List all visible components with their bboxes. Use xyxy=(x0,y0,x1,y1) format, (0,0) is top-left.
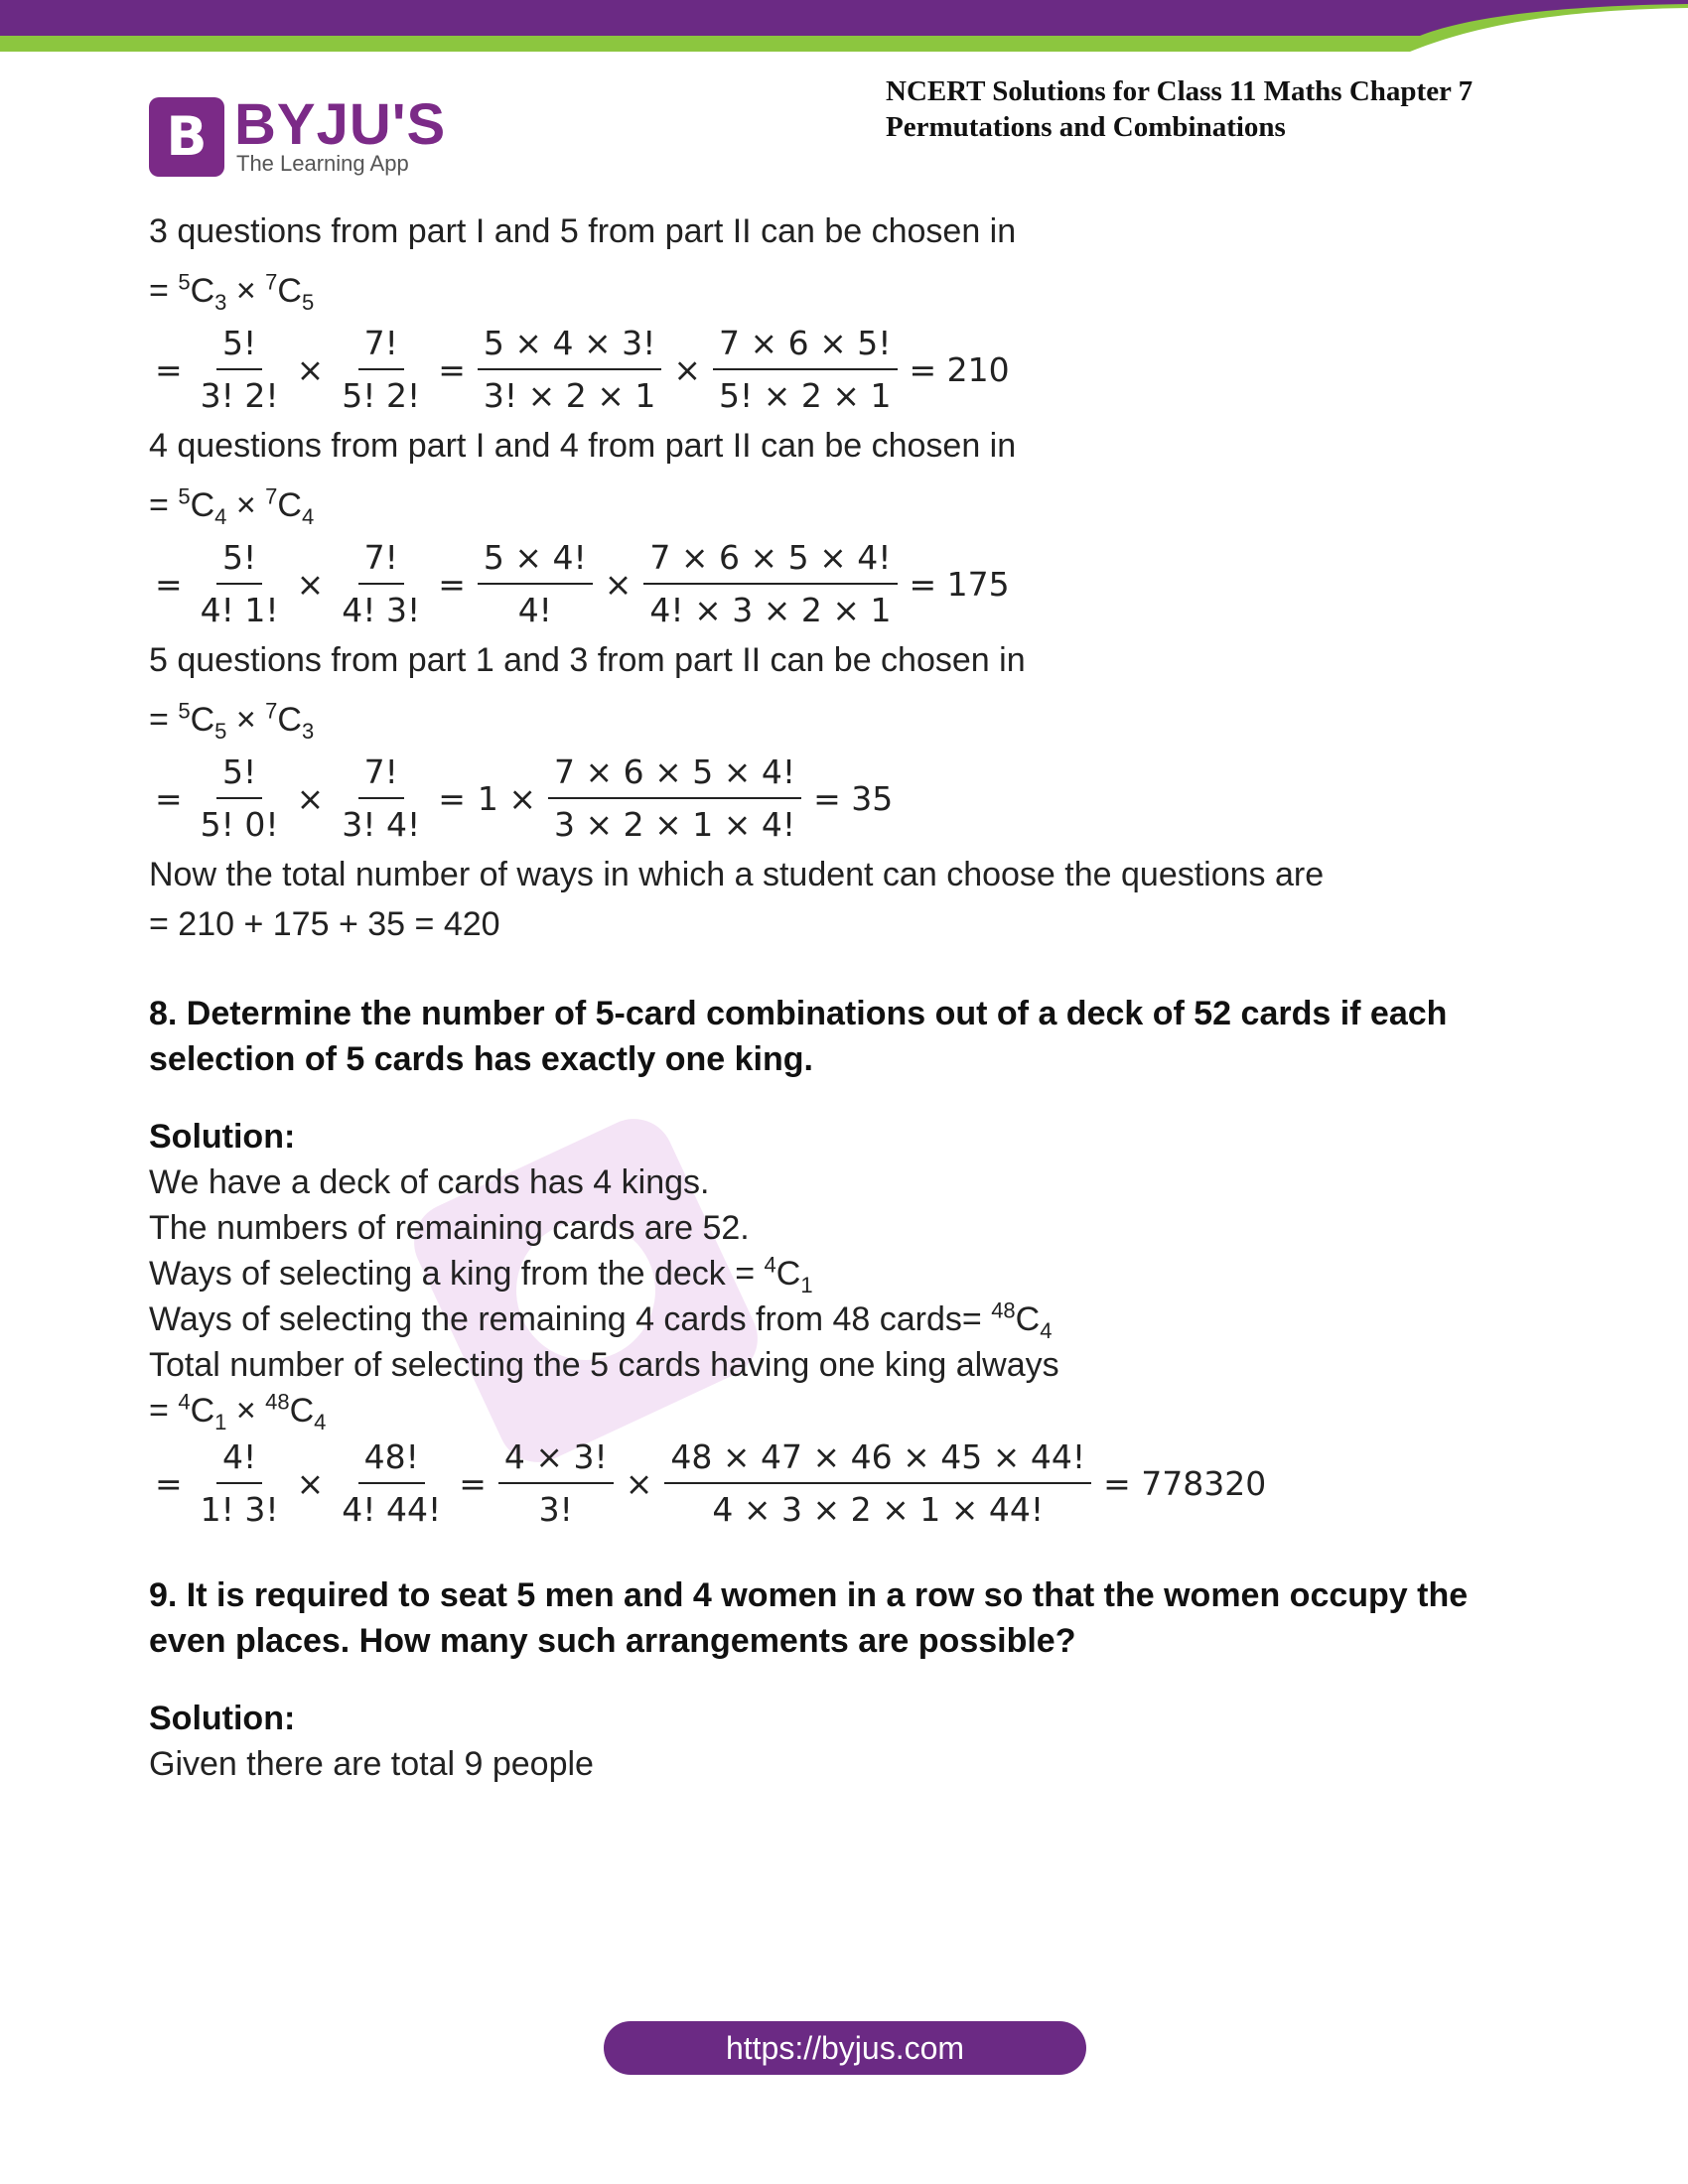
block1-calculation: = $\frac{5!}{3! 2!}$ × $\frac{7!}{5! 2!}$ = $\frac{5 \times 4 \times 3!}{3! \times 2 \times 1}$ × $\frac{7 \times 6 \times 5!}{5! \times 2 \times 1}$ = 210 xyxy=(155,324,1010,415)
total-line1: Now the total number of ways in which a student can choose the questions are xyxy=(149,856,1325,893)
question-8-line2: selection of 5 cards has exactly one king. xyxy=(149,1040,813,1078)
q8-calculation: = $\frac{4!}{1! 3!}$ × $\frac{48!}{4! 44!}$ = $\frac{4 \times 3!}{3!}$ × $\frac{48 \times 47 \times 46 \times 45 \times 44!}{4 \times 3 \times 2 \times 1 \times 44!}$ = 778320 xyxy=(155,1437,1267,1529)
footer-url-link[interactable]: https://byjus.com xyxy=(604,2021,1086,2075)
q8-line5: Total number of selecting the 5 cards having one king always xyxy=(149,1346,1059,1384)
block1-intro: 3 questions from part I and 5 from part II can be chosen in xyxy=(149,212,1017,250)
header-top-bar xyxy=(0,0,1688,60)
q9-solution-label: Solution: xyxy=(149,1700,296,1737)
header-title-line1: NCERT Solutions for Class 11 Maths Chapter 7 xyxy=(886,75,1474,107)
q8-line2: The numbers of remaining cards are 52. xyxy=(149,1209,750,1247)
content-body xyxy=(149,208,1559,1787)
block2-intro: 4 questions from part I and 4 from part II can be chosen in xyxy=(149,427,1017,465)
block2-calculation: = $\frac{5!}{4! 1!}$ × $\frac{7!}{4! 3!}$ = $\frac{5 \times 4!}{4!}$ × $\frac{7 \times 6 \times 5 \times 4!}{4! \times 3 \times 2 \times 1}$ = 175 xyxy=(155,538,1010,629)
page-header-title xyxy=(886,73,1473,145)
question-8-line1: 8. Determine the number of 5-card combinations out of a deck of 52 cards if each xyxy=(149,995,1448,1032)
block3-intro: 5 questions from part 1 and 3 from part II can be chosen in xyxy=(149,641,1026,679)
block3-expression: = $^5C_5 \times ^7C_3$ xyxy=(149,698,315,744)
q8-line1: We have a deck of cards has 4 kings. xyxy=(149,1163,710,1201)
q8-line4: Ways of selecting the remaining 4 cards from 48 cards= $^{48}C_4$ xyxy=(149,1297,1053,1343)
question-9-line1: 9. It is required to seat 5 men and 4 women in a row so that the women occupy the xyxy=(149,1576,1469,1614)
q8-expression: = $^4C_1 \times ^{48}C_4$ xyxy=(149,1389,327,1434)
block3-calculation: = $\frac{5!}{5! 0!}$ × $\frac{7!}{3! 4!}$ = 1 × $\frac{7 \times 6 \times 5 \times 4!}{3 \times 2 \times 1 \times 4!}$ = 35 xyxy=(155,752,894,844)
q9-line1: Given there are total 9 people xyxy=(149,1745,594,1783)
logo-name: BYJU'S xyxy=(234,92,447,157)
total-line2: = 210 + 175 + 35 = 420 xyxy=(149,905,500,943)
byjus-logo xyxy=(149,92,447,181)
block1-expression: = $^5C_3 \times ^7C_5$ xyxy=(149,269,315,315)
block2-expression: = $^5C_4 \times ^7C_4$ xyxy=(149,483,315,529)
q8-line3: Ways of selecting a king from the deck = $^4C_1$ xyxy=(149,1252,813,1297)
header-title-line2: Permutations and Combinations xyxy=(886,111,1286,143)
question-9-line2: even places. How many such arrangements are possible? xyxy=(149,1622,1076,1660)
logo-mark: B xyxy=(149,97,224,177)
q8-solution-label: Solution: xyxy=(149,1118,296,1156)
logo-tagline: The Learning App xyxy=(236,151,409,176)
